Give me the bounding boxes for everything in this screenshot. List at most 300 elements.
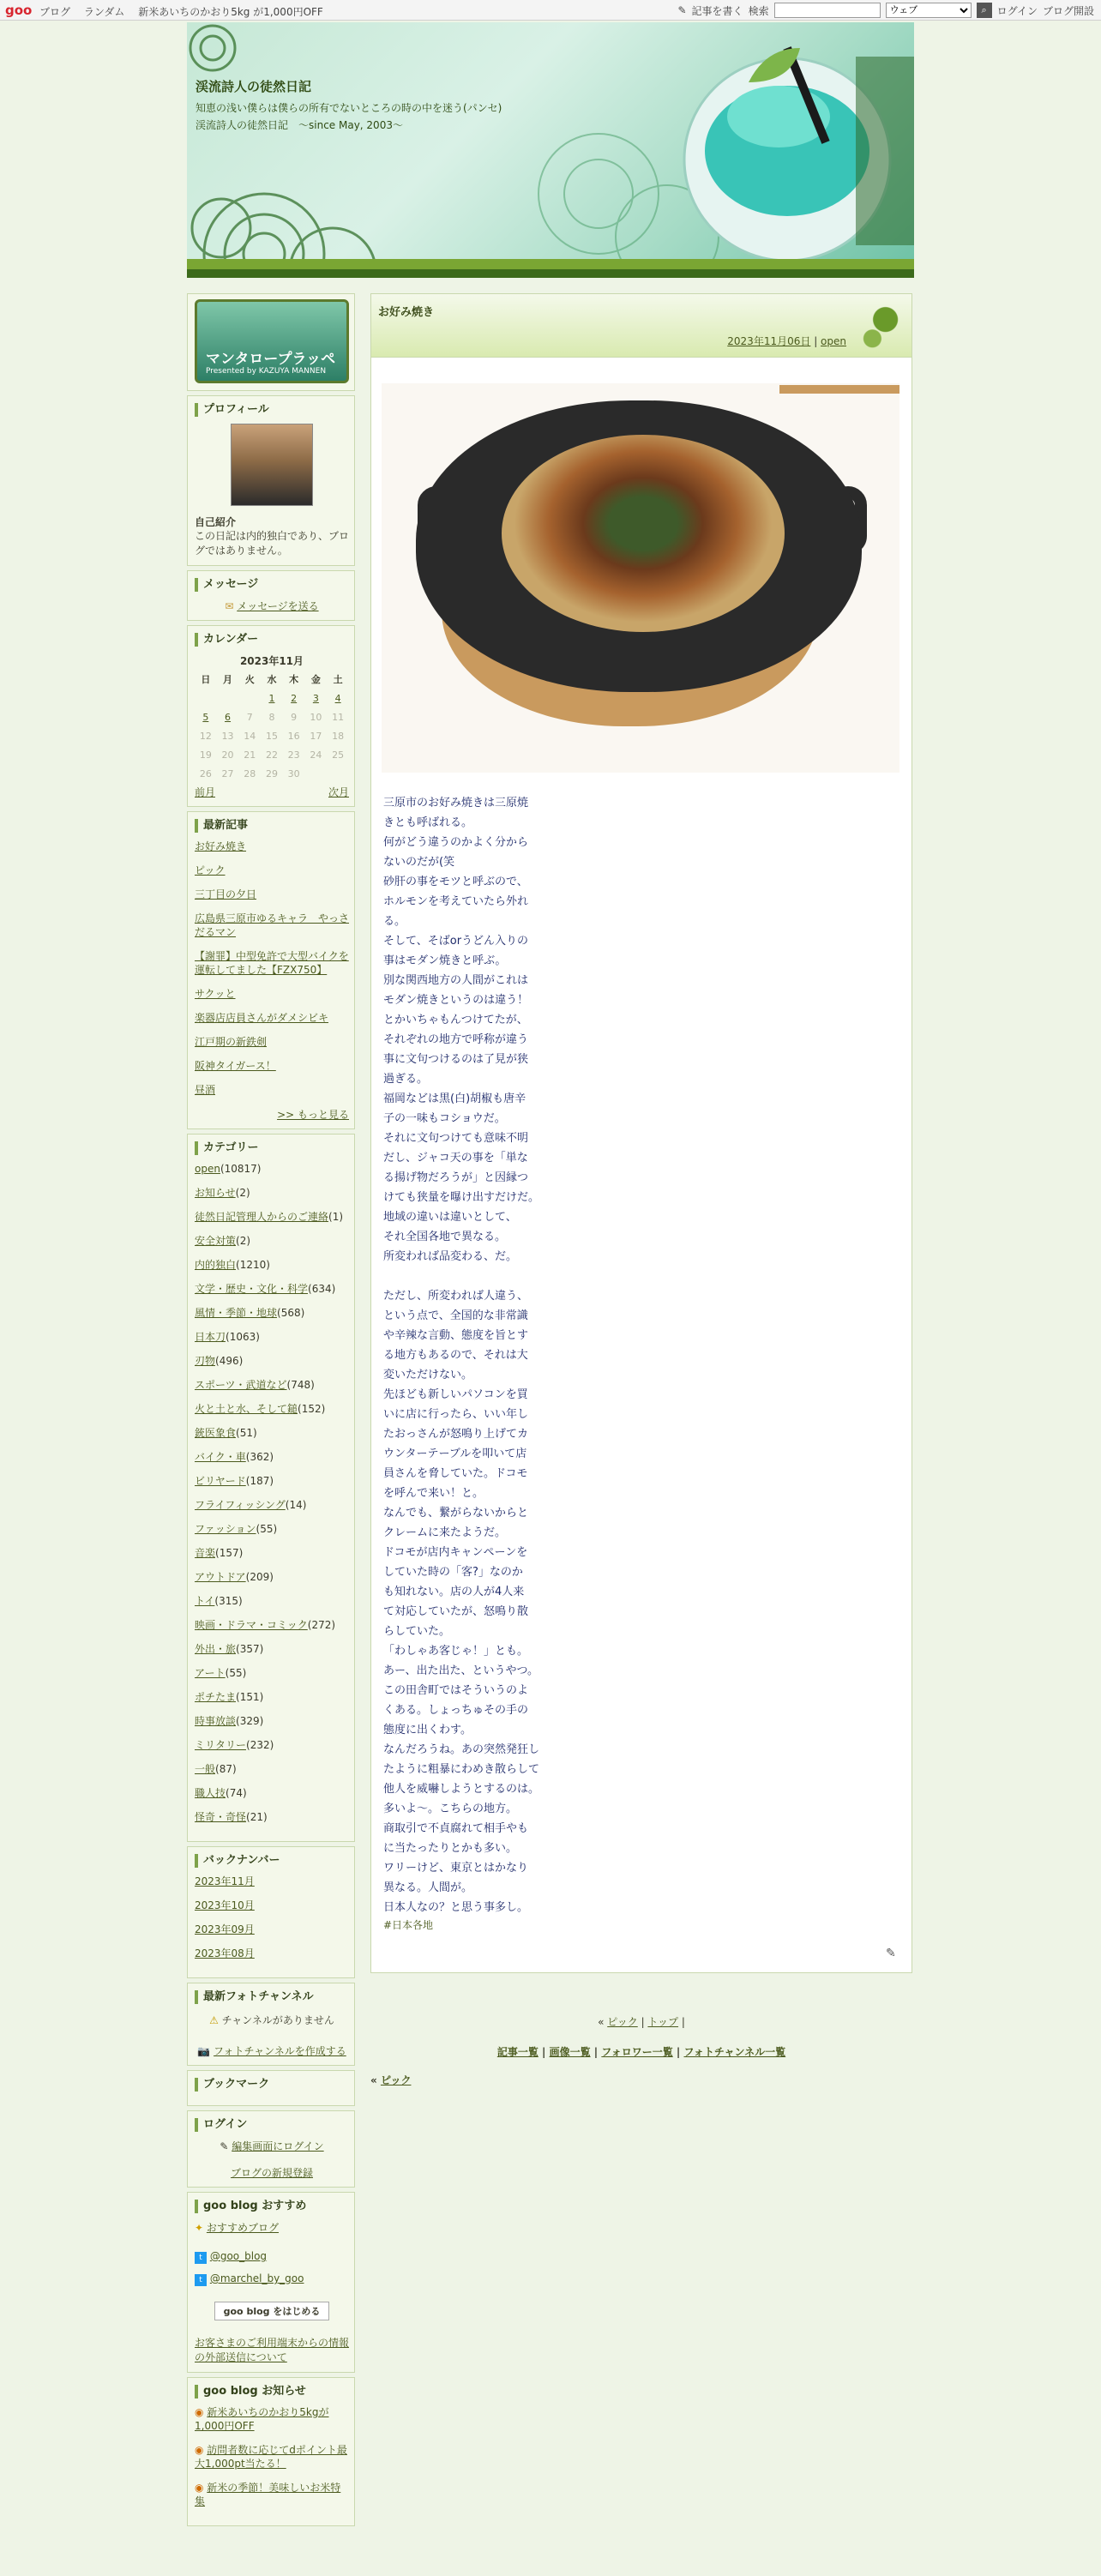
twitter-goo-blog-link[interactable]: @goo_blog xyxy=(209,2250,268,2262)
category-item xyxy=(195,1282,349,1296)
article-line: ドコモが店内キャンペーンを xyxy=(383,1546,528,1559)
recent-article-link[interactable]: 江戸期の新鉄剣 xyxy=(195,1036,268,1048)
bookmark-box xyxy=(187,2070,355,2106)
recent-article-link[interactable]: 広島県三原市ゆるキャラ やっさだるマン xyxy=(195,912,350,938)
category-link[interactable]: 外出・旅 xyxy=(195,1643,237,1655)
calendar-day[interactable]: 1 xyxy=(268,692,275,704)
recommend-heading: goo blog おすすめ xyxy=(195,2200,349,2213)
article-line: 何がどう違うのかよく分から xyxy=(383,836,529,849)
category-count: (315) xyxy=(214,1595,243,1607)
category-count: (634) xyxy=(308,1283,336,1295)
back-link-row: « ピック xyxy=(370,2074,412,2086)
category-link[interactable]: 映画・ドラマ・コミック xyxy=(195,1619,308,1631)
calendar-month: 2023年11月 xyxy=(239,655,304,667)
calendar-day: 15 xyxy=(265,730,278,742)
calendar-dow: 水 xyxy=(267,674,277,685)
login-box xyxy=(187,2110,355,2188)
category-item xyxy=(195,1546,349,1560)
calendar-day: 14 xyxy=(244,730,256,742)
calendar-day[interactable]: 4 xyxy=(334,692,341,704)
category-count: (2) xyxy=(235,1187,250,1199)
category-item xyxy=(195,1450,349,1464)
bullet-icon: ◉ xyxy=(195,2406,208,2418)
header-band xyxy=(187,259,914,269)
edit-icon[interactable]: ✎ xyxy=(886,1947,896,1960)
calendar-day: 22 xyxy=(265,749,278,761)
article-line: この田舎町ではそういうのよ xyxy=(383,1684,529,1697)
bullet-icon: ◉ xyxy=(195,2482,208,2494)
category-link[interactable]: 徒然日記管理人からのご連絡 xyxy=(195,1211,329,1223)
calendar-day xyxy=(238,689,261,707)
article-line: る揚げ物だろうが」と因縁つ xyxy=(383,1171,529,1184)
calendar-box xyxy=(187,625,355,807)
global-nav xyxy=(39,4,334,19)
article-line: クレームに来たようだ。 xyxy=(383,1526,507,1539)
category-item xyxy=(195,1186,349,1200)
calendar-day: 29 xyxy=(265,767,278,779)
calendar-day: 20 xyxy=(221,749,234,761)
category-count: (1) xyxy=(328,1211,344,1223)
search-icon[interactable]: ⌕ xyxy=(977,3,992,18)
recent-box xyxy=(187,811,355,1129)
article-line: も知れない。店の人が4人来 xyxy=(383,1586,525,1598)
calendar-day: 28 xyxy=(244,767,256,779)
category-link[interactable]: アウトドア xyxy=(195,1571,246,1583)
calendar-day[interactable]: 2 xyxy=(291,692,298,704)
recent-article-link[interactable]: 【謝罪】中型免許で大型バイクを運転してました【FZX750】 xyxy=(195,950,349,976)
search-scope-select[interactable] xyxy=(886,3,972,18)
photo-channel-heading: 最新フォトチャンネル xyxy=(195,1990,349,2004)
goo-logo[interactable]: goo xyxy=(5,3,33,18)
okonomiyaki-photo[interactable] xyxy=(382,383,899,773)
category-item xyxy=(195,1642,349,1656)
calendar-day: 13 xyxy=(221,730,234,742)
article-line: だし、ジャコ天の事を「単な xyxy=(383,1152,528,1165)
calendar-dow: 土 xyxy=(333,674,343,685)
article-date-link[interactable]: 2023年11月06日 xyxy=(727,335,811,347)
article-line: していた時の「客?」なのか xyxy=(383,1566,523,1579)
article-line: 事に文句つけるのは了見が狭 xyxy=(383,1053,529,1066)
bullet-icon: ◉ xyxy=(195,2444,208,2456)
open-blog-link[interactable]: ブログ開設 xyxy=(1042,4,1094,17)
global-toolbar xyxy=(0,0,1101,21)
article-line: きとも呼ばれる。 xyxy=(383,816,473,829)
article-line: なんだろうね。あの突然発狂し xyxy=(383,1743,540,1756)
category-count: (568) xyxy=(277,1307,305,1319)
edit-login-link[interactable]: 編集画面にログイン xyxy=(232,2140,324,2152)
calendar-table xyxy=(195,670,349,783)
twitter-icon: t xyxy=(195,2274,207,2286)
category-item xyxy=(195,1690,349,1704)
mascot-box xyxy=(187,293,355,391)
photo-channel-list-link[interactable]: フォトチャンネル一覧 xyxy=(683,2046,786,2058)
article-line: それに文句つけても意味不明 xyxy=(383,1132,529,1145)
category-item xyxy=(195,1618,349,1632)
article-line: たように粗暴にわめき散らして xyxy=(383,1763,540,1776)
article-line: て対応していたが、怒鳴り散 xyxy=(383,1605,529,1618)
calendar-day: 21 xyxy=(244,749,256,761)
category-link[interactable]: お知らせ xyxy=(195,1187,236,1199)
category-item xyxy=(195,1378,349,1392)
mascot-banner[interactable] xyxy=(195,299,349,383)
calendar-day: 23 xyxy=(287,749,300,761)
recommend-box xyxy=(187,2192,355,2373)
category-count: (357) xyxy=(236,1643,264,1655)
sidebar xyxy=(187,293,355,2531)
article-line: 福岡などは黒(白)胡椒も唐辛 xyxy=(383,1092,526,1105)
prev-article-link[interactable]: ピック xyxy=(607,2016,638,2028)
category-count: (151) xyxy=(236,1691,264,1703)
category-count: (329) xyxy=(236,1715,264,1727)
category-heading: カテゴリー xyxy=(195,1141,349,1155)
article-line: くある。しょっちゅその手の xyxy=(383,1704,529,1717)
calendar-day xyxy=(305,764,328,783)
article-line: 異なる。人間が。 xyxy=(383,1881,473,1894)
calendar-day: 16 xyxy=(287,730,300,742)
calendar-day[interactable]: 3 xyxy=(312,692,319,704)
news-item xyxy=(195,2443,349,2471)
category-link[interactable]: 音楽 xyxy=(195,1547,216,1559)
article-line: それ全国各地で異なる。 xyxy=(383,1231,507,1243)
calendar-day: 30 xyxy=(287,767,300,779)
article-line: 砂肝の事をモツと呼ぶので、 xyxy=(383,876,528,888)
follower-list-link[interactable]: フォロワー一覧 xyxy=(601,2046,673,2058)
calendar-dow: 日 xyxy=(201,674,211,685)
photo-channel-box xyxy=(187,1983,355,2066)
calendar-day: 18 xyxy=(332,730,345,742)
category-item xyxy=(195,1666,349,1680)
category-item xyxy=(195,1354,349,1368)
category-count: (21) xyxy=(246,1811,268,1823)
calendar-day[interactable]: 5 xyxy=(202,711,209,723)
envelope-icon: ✉ xyxy=(225,600,234,612)
article-line: ないのだが(笑 xyxy=(383,856,455,869)
category-item xyxy=(195,1426,349,1440)
category-link[interactable]: 風情・季節・地球 xyxy=(195,1307,278,1319)
news-box xyxy=(187,2377,355,2526)
category-count: (10817) xyxy=(220,1163,262,1175)
article-line: 多いよ～。こちらの地方。 xyxy=(383,1803,518,1815)
recommended-blog-link[interactable]: おすすめブログ xyxy=(206,2222,280,2234)
category-item xyxy=(195,1810,349,1824)
category-link[interactable]: ファッション xyxy=(195,1523,256,1535)
category-count: (74) xyxy=(226,1787,247,1799)
article-line: 日本人なの？と思う事多し。 xyxy=(383,1901,529,1914)
backnumber-link[interactable]: 2023年10月 xyxy=(195,1899,255,1911)
category-item xyxy=(195,1594,349,1608)
news-item xyxy=(195,2481,349,2508)
category-count: (152) xyxy=(298,1403,326,1415)
avatar xyxy=(231,424,313,506)
category-count: (496) xyxy=(215,1355,244,1367)
calendar-heading: カレンダー xyxy=(195,633,349,647)
article-line: なんでも、繋がらないからと xyxy=(383,1507,529,1520)
backnumber-link[interactable]: 2023年09月 xyxy=(195,1923,255,1935)
image-list-link[interactable]: 画像一覧 xyxy=(549,2046,591,2058)
article-line: 別な関西地方の人間がこれは xyxy=(383,974,529,987)
category-count: (272) xyxy=(307,1619,336,1631)
article-line: 態度に出くわす。 xyxy=(383,1724,472,1736)
article-line: 商取引で不貞腐れて相手やも xyxy=(383,1822,529,1835)
article-line: 先ほども新しいパソコンを買 xyxy=(383,1388,528,1401)
article-line: という点で、全国的な非常識 xyxy=(383,1309,528,1322)
recent-article-link[interactable]: 楽器店店員さんがダメシビキ xyxy=(195,1012,329,1024)
backnumber-link[interactable]: 2023年08月 xyxy=(195,1947,255,1959)
category-link[interactable]: フライフィッシング xyxy=(195,1499,286,1511)
category-item xyxy=(195,1498,349,1512)
category-item xyxy=(195,1210,349,1224)
twitter-icon: t xyxy=(195,2252,207,2264)
category-link[interactable]: アート xyxy=(195,1667,226,1679)
calendar-day: 24 xyxy=(310,749,322,761)
send-message-link[interactable]: メッセージを送る xyxy=(237,600,319,612)
category-item xyxy=(195,1234,349,1248)
pager: « ピック | トップ | xyxy=(598,2016,685,2028)
category-item xyxy=(195,1738,349,1752)
category-item xyxy=(195,1330,349,1344)
article-line: それぞれの地方で呼称が違う xyxy=(383,1033,529,1046)
category-item xyxy=(195,1306,349,1320)
category-count: (51) xyxy=(236,1427,257,1439)
category-count: (87) xyxy=(215,1763,237,1775)
recent-article-link[interactable]: 昼酒 xyxy=(195,1084,216,1096)
calendar-day xyxy=(327,764,349,783)
category-link[interactable]: 文学・歴史・文化・科学 xyxy=(195,1283,309,1295)
global-actions xyxy=(677,3,1094,18)
login-link[interactable]: ログイン xyxy=(996,4,1038,17)
article-line: 過ぎる。 xyxy=(383,1073,429,1086)
category-link[interactable]: 内的独白 xyxy=(195,1259,237,1271)
article-line: 員さんを脅していた。ドコモ xyxy=(383,1467,528,1480)
category-count: (55) xyxy=(256,1523,278,1535)
news-heading: goo blog お知らせ xyxy=(195,2385,349,2398)
category-count: (2) xyxy=(236,1235,251,1247)
article-line: や辛辣な言動、態度を旨とす xyxy=(383,1329,529,1342)
article-line: に当たったりとかも多い。 xyxy=(383,1842,518,1855)
list-links: 記事一覧 | 画像一覧 | フォロワー一覧 | フォトチャンネル一覧 xyxy=(496,2046,786,2058)
recent-article-link[interactable]: 三丁目の夕日 xyxy=(195,888,257,900)
create-photo-channel-link[interactable]: フォトチャンネルを作成する xyxy=(214,2045,346,2057)
pencil-icon: ✎ xyxy=(220,2140,229,2152)
backnumber-heading: バックナンバー xyxy=(195,1854,349,1868)
recent-article-link[interactable]: ピック xyxy=(195,864,226,876)
recent-article-link[interactable]: お好み焼き xyxy=(195,840,247,852)
article-line: 他人を威嚇しようとするのは。 xyxy=(383,1783,540,1796)
article-line: たおっさんが怒鳴り上げてカ xyxy=(383,1428,529,1441)
news-item xyxy=(195,2405,349,2433)
category-link[interactable]: 銃医象食 xyxy=(195,1427,237,1439)
calendar-day: 10 xyxy=(310,711,322,723)
category-link[interactable]: ミリタリー xyxy=(195,1739,247,1751)
category-link[interactable]: open xyxy=(195,1163,220,1175)
calendar-day: 11 xyxy=(332,711,345,723)
calendar-dow: 金 xyxy=(310,674,321,685)
category-link[interactable]: 時事放談 xyxy=(195,1715,237,1727)
nav-random[interactable]: ランダム xyxy=(83,6,125,18)
article-line: とかいちゃもんつけてたが、 xyxy=(383,1014,528,1026)
calendar-day: 7 xyxy=(246,711,253,723)
category-count: (209) xyxy=(245,1571,274,1583)
profile-box xyxy=(187,395,355,566)
calendar-day xyxy=(195,689,217,707)
category-item xyxy=(195,1762,349,1776)
article-line: を呼んで来い！と。 xyxy=(383,1487,484,1500)
article-line: ウンターテーブルを叩いて店 xyxy=(383,1447,527,1460)
news-link[interactable]: 訪問者数に応じてdポイント最大1,000pt当たる！ xyxy=(195,2444,347,2470)
article-line: 所変われば品変わる、だ。 xyxy=(383,1250,518,1263)
okonomiyaki xyxy=(502,435,785,632)
article-line: らしていた。 xyxy=(383,1625,451,1638)
category-count: (1210) xyxy=(236,1259,270,1271)
backnumber-box xyxy=(187,1846,355,1978)
category-link[interactable]: 怪奇・奇怪 xyxy=(195,1811,247,1823)
write-article-link[interactable]: 記事を書く xyxy=(691,4,743,17)
header-decoration xyxy=(187,22,914,278)
category-item xyxy=(195,1786,349,1800)
search-label: 検索 xyxy=(748,4,769,17)
category-item xyxy=(195,1570,349,1584)
category-item xyxy=(195,1522,349,1536)
back-article-link[interactable]: ピック xyxy=(380,2074,412,2086)
leaf-icon xyxy=(846,294,911,358)
calendar-day: 9 xyxy=(291,711,298,723)
calendar-day xyxy=(217,689,239,707)
calendar-day: 19 xyxy=(199,749,212,761)
category-count: (1063) xyxy=(226,1331,260,1343)
bookmark-heading: ブックマーク xyxy=(195,2078,349,2091)
external-send-info-link[interactable]: お客さまのご利用端末からの情報の外部送信について xyxy=(195,2337,350,2363)
blog-description: 知恵の浅い僕らは僕らの所有でないところの時の中を迷う(パンセ) 渓流詩人の徒然日記 ～since May, 2003～ xyxy=(196,102,513,131)
login-heading: ログイン xyxy=(195,2118,349,2132)
article-body xyxy=(371,773,911,1917)
article-line: ワリーけど、東京とはかなり xyxy=(383,1862,529,1875)
article-line: る地方もあるので、それは大 xyxy=(383,1349,528,1362)
article-tags xyxy=(371,1917,911,1972)
category-link[interactable]: 刃物 xyxy=(195,1355,216,1367)
article-category-link[interactable]: open xyxy=(821,335,846,347)
category-count: (362) xyxy=(245,1451,274,1463)
news-link[interactable]: 新米あいちのかおり5kgが1,000円OFF xyxy=(195,2406,329,2432)
main-content xyxy=(370,293,912,2087)
category-link[interactable]: 職人技 xyxy=(195,1787,226,1799)
article xyxy=(370,293,912,1973)
article-line: ホルモンを考えていたら外れ xyxy=(383,895,529,908)
news-link[interactable]: 新米の季節！美味しいお米特集 xyxy=(195,2482,341,2507)
category-count: (55) xyxy=(225,1667,247,1679)
calendar-day: 12 xyxy=(199,730,212,742)
category-link[interactable]: ビリヤード xyxy=(195,1475,246,1487)
article-line: ただし、所変われば人違う、 xyxy=(383,1290,529,1303)
calendar-next-link[interactable]: 次月 xyxy=(328,786,349,798)
category-link[interactable]: 火と土と水、そして鎚 xyxy=(195,1403,298,1415)
category-link[interactable]: スポーツ・武道など xyxy=(195,1379,287,1391)
nav-blog[interactable]: ブログ xyxy=(39,6,71,18)
category-link[interactable]: トイ xyxy=(195,1595,215,1607)
tag-link[interactable]: #日本各地 xyxy=(383,1919,434,1931)
no-channel-text: チャンネルがありません xyxy=(221,2014,334,2026)
category-count: (748) xyxy=(286,1379,315,1391)
article-line: あー、出た出た、というやつ。 xyxy=(383,1664,538,1677)
article-line: 子の一味もコショウだ。 xyxy=(383,1112,506,1125)
article-line: る。 xyxy=(383,915,406,928)
calendar-dow: 火 xyxy=(244,674,255,685)
category-link[interactable]: 日本刀 xyxy=(195,1331,226,1343)
calendar-dow: 月 xyxy=(223,674,233,685)
search-input[interactable] xyxy=(774,3,881,18)
camera-icon: 📷 xyxy=(197,2045,211,2057)
article-list-link[interactable]: 記事一覧 xyxy=(496,2046,538,2058)
chopstick xyxy=(779,385,899,394)
category-item xyxy=(195,1714,349,1728)
twitter-marchel-link[interactable]: @marchel_by_goo xyxy=(209,2272,304,2284)
backnumber-link[interactable]: 2023年11月 xyxy=(195,1875,255,1887)
category-item xyxy=(195,1162,349,1176)
article-line: 「わしゃあ客じゃ！」とも。 xyxy=(383,1645,529,1658)
category-item xyxy=(195,1474,349,1488)
nav-promo[interactable]: 新米あいちのかおり5kg が1,000円OFF xyxy=(138,6,323,18)
article-line: モダン焼きというのは違う！ xyxy=(383,994,529,1007)
category-link[interactable]: ポチたま xyxy=(195,1691,237,1703)
article-header xyxy=(371,294,911,358)
blog-header xyxy=(187,22,914,278)
recent-article-link[interactable]: サクッと xyxy=(195,988,236,1000)
message-heading: メッセージ xyxy=(195,578,349,592)
article-line xyxy=(383,1267,901,1286)
recent-article-link[interactable]: 阪神タイガース！ xyxy=(195,1060,276,1072)
start-goo-blog-button[interactable]: goo blog をはじめる xyxy=(214,2302,330,2320)
category-count: (187) xyxy=(245,1475,274,1487)
calendar-day: 27 xyxy=(221,767,234,779)
article-line: 事はモダン焼きと呼ぶ。 xyxy=(383,954,507,967)
calendar-prev-link[interactable]: 前月 xyxy=(195,786,216,798)
mascot-subtitle: Presented by KAZUYA MANNEN xyxy=(206,367,327,376)
category-count: (232) xyxy=(246,1739,274,1751)
article-line: いに店に行ったら、いい年し xyxy=(383,1408,529,1421)
top-link[interactable]: トップ xyxy=(647,2016,679,2028)
new-blog-link[interactable]: ブログの新規登録 xyxy=(230,2167,313,2179)
category-link[interactable]: バイク・車 xyxy=(195,1451,246,1463)
bulb-icon: ✦ xyxy=(195,2222,204,2234)
message-box xyxy=(187,570,355,621)
article-title[interactable]: お好み焼き xyxy=(378,306,435,319)
more-recent-link[interactable]: >> もっと見る xyxy=(277,1109,349,1121)
category-count: (157) xyxy=(215,1547,244,1559)
category-link[interactable]: 安全対策 xyxy=(195,1235,237,1247)
meta-separator: | xyxy=(810,335,821,347)
recent-heading: 最新記事 xyxy=(195,819,349,833)
article-line: けても狭量を曝け出すだけだ。 xyxy=(383,1191,540,1204)
category-count: (14) xyxy=(285,1499,307,1511)
category-item xyxy=(195,1258,349,1272)
category-item xyxy=(195,1402,349,1416)
article-line: 三原市のお好み焼きは三原焼 xyxy=(383,797,529,810)
calendar-dow: 木 xyxy=(289,674,299,685)
calendar-day: 17 xyxy=(310,730,322,742)
calendar-day: 26 xyxy=(199,767,212,779)
self-intro-heading: 自己紹介 xyxy=(195,516,237,528)
blog-title[interactable]: 渓流詩人の徒然日記 xyxy=(196,79,312,94)
article-line: そして、そばorうどん入りの xyxy=(383,935,529,948)
warning-icon: ⚠ xyxy=(209,2014,219,2026)
mascot-title: マンタロープラッペ xyxy=(206,351,336,368)
article-line: 地域の違いは違いとして、 xyxy=(383,1211,517,1224)
category-link[interactable]: 一般 xyxy=(195,1763,216,1775)
pencil-icon: ✎ xyxy=(677,4,687,16)
category-box xyxy=(187,1134,355,1842)
calendar-day: 8 xyxy=(268,711,275,723)
calendar-day[interactable]: 6 xyxy=(225,711,232,723)
calendar-day: 25 xyxy=(332,749,345,761)
